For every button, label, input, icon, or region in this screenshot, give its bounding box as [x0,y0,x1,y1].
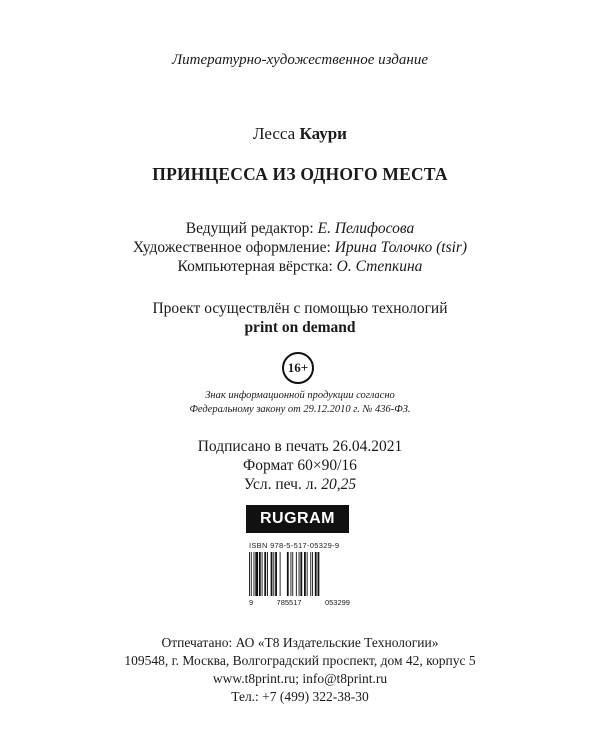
signed-date: Подписано в печать 26.04.2021 [197,438,403,455]
author-last-name: Каури [299,124,347,143]
credit-line [0,238,600,257]
credits-block [0,219,600,276]
barcode-bar [318,552,320,596]
barcode-bar [262,552,263,596]
isbn-barcode [249,552,350,596]
barcode-bar [271,552,273,596]
age-rating-note [0,389,600,417]
barcode-bar [290,552,291,596]
book-title: ПРИНЦЕССА ИЗ ОДНОГО МЕСТА [152,164,448,184]
barcode-bar [310,552,311,596]
barcode-bar [249,552,250,596]
author-name [0,124,600,144]
credit-role: Художественное оформление: [132,239,331,256]
credit-line [0,257,600,276]
publisher-logo: RUGRAM [246,505,349,533]
printer-phone: Тел.: +7 (499) 322-38-30 [231,689,369,704]
age-note-line: Знак информационной продукции согласно [205,390,395,401]
barcode-digit-lead: 9 [249,598,254,607]
barcode-bar [264,552,266,596]
credit-name: Е. Пелифосова [317,220,415,237]
barcode-bar [299,552,300,596]
print-sheets-value: 20,25 [321,476,357,493]
barcode-bar [251,552,252,596]
barcode-digits-left: 785517 [276,598,302,607]
printer-info [0,634,600,706]
edition-type: Литературно-художественное издание [172,52,428,68]
barcode-bar [292,552,293,596]
barcode-bar [254,552,255,596]
barcode-digits [249,598,350,607]
barcode-bar [273,552,274,596]
print-sheets [0,475,600,494]
barcode-digits-right: 053299 [324,598,350,607]
credit-line [0,219,600,238]
barcode-bar [307,552,308,596]
barcode-bar [259,552,261,596]
format: Формат 60×90/16 [243,457,357,474]
printer-web: www.t8print.ru; info@t8print.ru [212,671,388,686]
printer-name: Отпечатано: АО «Т8 Издательские Технологии» [161,635,439,650]
isbn-label: ISBN 978-5-517-05329-9 [249,541,340,550]
age-rating-badge: 16+ [282,352,314,384]
barcode-bar [267,552,268,596]
credit-role: Ведущий редактор: [185,220,314,237]
project-line: Проект осуществлён с помощью технологий [152,300,448,317]
barcode-bar [300,552,302,596]
age-note-line: Федеральному закону от 29.12.2010 г. № 436-ФЗ. [189,404,411,415]
print-sheets-label: Усл. печ. л. [243,476,318,493]
barcode-bar [296,552,297,596]
printer-address: 109548, г. Москва, Волгоградский проспект, дом 42, корпус 5 [124,653,476,668]
credit-name: Ирина Толочко (tsir) [334,239,468,256]
credit-role: Компьютерная вёрстка: [177,258,333,275]
author-first-name: Лесса [253,124,296,143]
barcode-bar [315,552,317,596]
barcode-bar [287,552,289,596]
barcode-bar [255,552,258,596]
barcode-bar [312,552,313,596]
publication-info [0,437,600,494]
barcode-bar [280,552,281,596]
project-note [0,299,600,337]
project-tech: print on demand [244,319,356,336]
barcode-bar [304,552,306,596]
credit-name: О. Степкина [336,258,423,275]
barcode-bar [275,552,277,596]
